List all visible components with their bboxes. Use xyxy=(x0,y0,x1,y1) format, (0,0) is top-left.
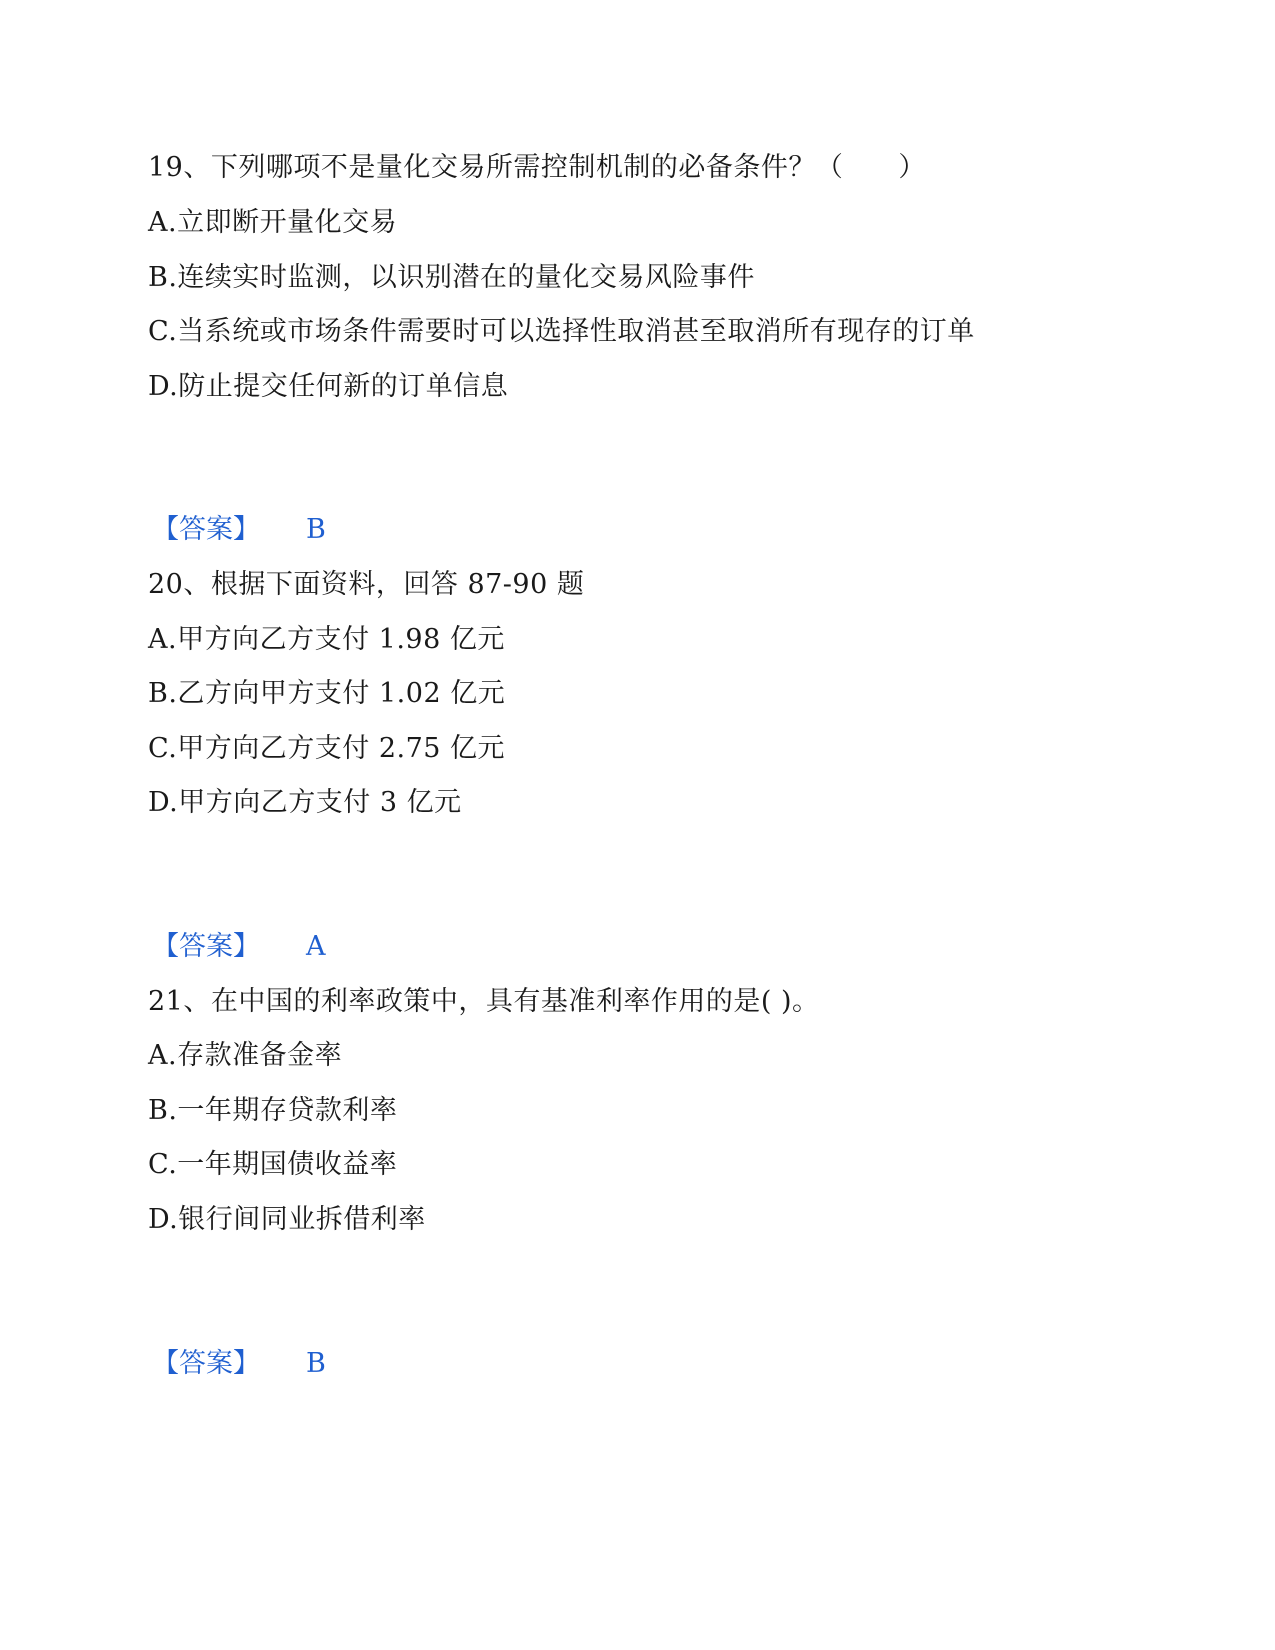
question-21-option-c: C.一年期国债收益率 xyxy=(148,1149,398,1180)
answer-value: A xyxy=(306,931,326,962)
answer-label: 【答案】 xyxy=(152,1348,260,1379)
question-20-stem: 20、根据下面资料，回答 87-90 题 xyxy=(148,569,585,600)
question-19-option-b: B.连续实时监测，以识别潜在的量化交易风险事件 xyxy=(148,262,755,293)
answer-value: B xyxy=(306,514,326,545)
question-19-stem: 19、下列哪项不是量化交易所需控制机制的必备条件？（ ） xyxy=(148,152,926,183)
question-20-option-a: A.甲方向乙方支付 1.98 亿元 xyxy=(148,624,505,655)
question-20-answer xyxy=(152,930,326,964)
question-19-option-c: C.当系统或市场条件需要时可以选择性取消甚至取消所有现存的订单 xyxy=(148,316,975,347)
answer-label: 【答案】 xyxy=(152,514,260,545)
question-19-answer xyxy=(152,513,326,547)
question-21-option-b: B.一年期存贷款利率 xyxy=(148,1095,398,1126)
question-19-option-d: D.防止提交任何新的订单信息 xyxy=(148,371,509,402)
question-21-option-d: D.银行间同业拆借利率 xyxy=(148,1204,426,1235)
question-20-option-d: D.甲方向乙方支付 3 亿元 xyxy=(148,787,462,818)
question-19-option-a: A.立即断开量化交易 xyxy=(148,207,398,238)
question-20-option-c: C.甲方向乙方支付 2.75 亿元 xyxy=(148,733,506,764)
question-20-option-b: B.乙方向甲方支付 1.02 亿元 xyxy=(148,678,506,709)
question-21-answer xyxy=(152,1347,326,1381)
question-21-stem: 21、在中国的利率政策中，具有基准利率作用的是( )。 xyxy=(148,986,820,1017)
answer-value: B xyxy=(306,1348,326,1379)
question-21-option-a: A.存款准备金率 xyxy=(148,1040,343,1071)
answer-label: 【答案】 xyxy=(152,931,260,962)
